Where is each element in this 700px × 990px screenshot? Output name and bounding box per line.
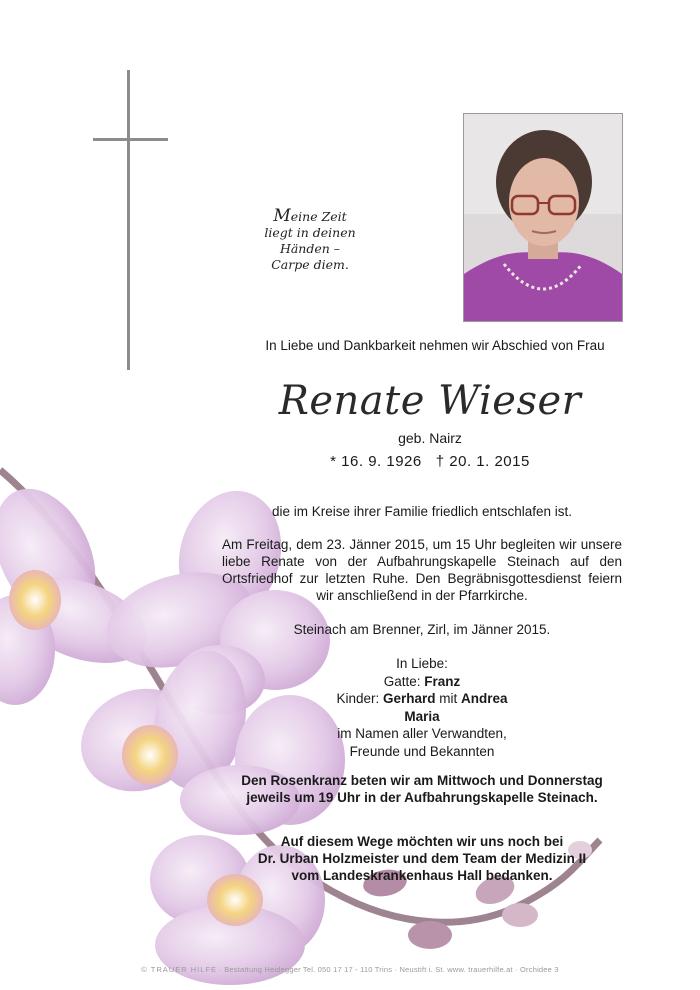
- children-line: Kinder: Gerhard mit Andrea: [336, 691, 508, 706]
- intro-line: In Liebe und Dankbarkeit nehmen wir Abschied von Frau: [265, 338, 605, 353]
- relatives-line: im Namen aller Verwandten,: [337, 726, 507, 741]
- portrait-photo: [463, 113, 623, 322]
- quote-line: Carpe diem.: [271, 257, 349, 272]
- cross-icon-bar: [93, 138, 168, 141]
- deceased-name: Renate Wieser: [278, 378, 582, 424]
- quote-initial: M: [273, 206, 291, 226]
- thanks-line: vom Landeskrankenhaus Hall bedanken.: [291, 868, 553, 883]
- orchid-flower: [0, 473, 159, 705]
- thanks-notice: [222, 833, 622, 884]
- spouse-line: Gatte: Franz: [383, 673, 461, 689]
- passing-text: die im Kreise ihrer Familie friedlich entschlafen ist.: [271, 504, 573, 519]
- footer-details: · Bestattung Heidegger Tel. 050 17 17 - 110 Trins · Neustift i. St. www. trauerhilfe.at · Orchidee 3: [216, 965, 559, 974]
- rosary-line: jeweils um 19 Uhr in der Aufbahrungskapelle Steinach.: [246, 790, 598, 805]
- cross-icon: [127, 70, 130, 370]
- thanks-line: Auf diesem Wege möchten wir uns noch bei: [280, 834, 564, 849]
- place-date: Steinach am Brenner, Zirl, im Jänner 2015.: [293, 622, 551, 637]
- footer: [0, 965, 700, 974]
- family-list: [222, 655, 622, 760]
- friends-line: Freunde und Bekannten: [349, 743, 495, 759]
- funeral-info: Am Freitag, dem 23. Jänner 2015, um 15 Uhr begleiten wir unsere liebe Renate von der Aufbahrungskapelle Steinach auf den Ortsfriedhof zur letzten Ruhe. Den Begräbnisgottesdienst feiern wir anschließend in der Pfarrkirche.: [222, 537, 622, 603]
- memorial-quote: [240, 208, 380, 273]
- birth-name: geb. Nairz: [398, 430, 462, 446]
- thanks-line: Dr. Urban Holzmeister und dem Team der Medizin II: [257, 851, 587, 866]
- rosary-line: Den Rosenkranz beten wir am Mittwoch und Donnerstag: [241, 773, 603, 788]
- child-name: Maria: [404, 708, 440, 724]
- quote-line: eine Zeit: [290, 209, 347, 224]
- life-dates: * 16. 9. 1926 † 20. 1. 2015: [330, 453, 530, 470]
- footer-brand: © TRAUER HILFE: [141, 965, 217, 974]
- quote-line: liegt in deinen Händen –: [264, 225, 356, 256]
- family-heading: In Liebe:: [396, 656, 448, 671]
- rosary-notice: [222, 772, 622, 806]
